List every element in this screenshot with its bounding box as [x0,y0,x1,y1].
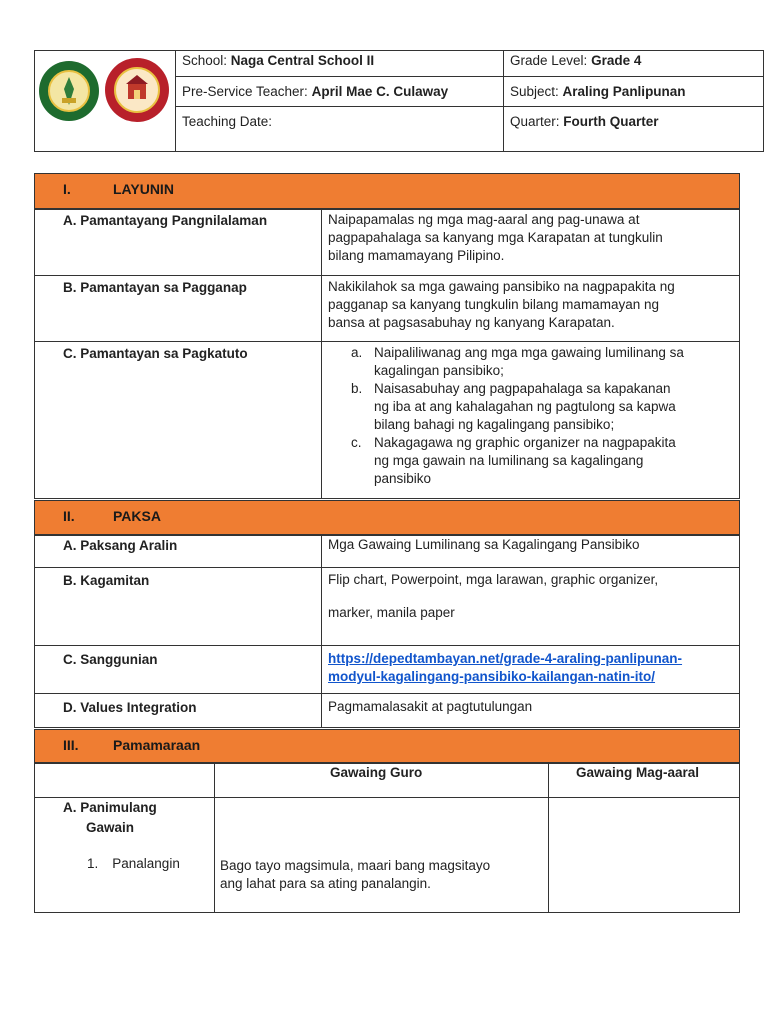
kagamitan-text-1: Flip chart, Powerpoint, mga larawan, graphic organizer, [328,572,659,587]
pamantayang-pangnilalaman-text: Naipapamalas ng mga mag-aaral ang pag-unawa at pagpapahalaga sa kanyang mga Karapatan at tungkulin bilang mamamayang Pilipino. [328,212,663,263]
kagamitan-text-2: marker, manila paper [328,605,455,620]
paksa-row-divider-1 [34,567,740,568]
college-seal-logo [104,57,170,123]
section-layunin-header: I. LAYUNIN [34,173,740,209]
sanggunian-label: C. Sanggunian [63,652,158,667]
pamantayang-pangnilalaman-label: A. Pamantayang Pangnilalaman [63,213,268,228]
section-pamamaraan-header: III. Pamamaraan [34,729,740,763]
teacher-field: Pre-Service Teacher: April Mae C. Culaway [182,84,449,99]
paksa-row-divider-3 [34,693,740,694]
pamantayan-pagganap-text: Nakikilahok sa mga gawaing pansibiko na nagpapakita ng pagganap sa kanyang tungkulin bilang mamamayan ng bansa at pagsasabuhay ng kanyang Karapatan. [328,279,675,330]
layunin-row-divider-2 [34,341,740,342]
layunin-row-divider-1 [34,275,740,276]
quarter-field: Quarter: Fourth Quarter [510,114,659,129]
pamantayan-pagkatuto-label: C. Pamantayan sa Pagkatuto [63,346,248,361]
layunin-col-divider [321,209,322,499]
header-divider-row1 [175,76,764,77]
guro-panalangin-text: Bago tayo magsimula, maari bang magsitayo ang lahat para sa ating panalangin. [220,858,491,891]
paksang-aralin-text: Mga Gawaing Lumilinang sa Kagalingang Pansibiko [328,537,640,552]
pagkatuto-list: a. Naipaliliwanag ang mga mga gawaing lumilinang sa kagalingan pansibiko; b. Naisasabuhay ang pagpapahalaga sa kapakanan ng iba at ang kahalagahan ng pagtulong sa kapwa bilang bahagi ng kagalingang pansibiko; c. Nakagagawa ng graphic organizer na nagpapakita ng mga gawain na lumilinang sa kagalingang pansibiko [351,345,684,486]
pamamaraan-col-divider-2 [548,763,549,913]
values-integration-label: D. Values Integration [63,700,197,715]
gawaing-mag-aaral-header: Gawaing Mag-aaral [576,765,700,780]
kagamitan-label: B. Kagamitan [63,573,150,588]
sanggunian-link[interactable]: https://depedtambayan.net/grade-4-araling-panlipunan- modyul-kagalingang-pansibiko-kailangan-natin-ito/ [328,651,683,684]
pamamaraan-col-divider-1 [214,763,215,913]
section-paksa-header: II. PAKSA [34,500,740,535]
header-divider-logo [175,50,176,152]
values-integration-text: Pagmamalasakit at pagtutulungan [328,699,533,714]
paksang-aralin-label: A. Paksang Aralin [63,538,178,553]
pamantayan-pagganap-label: B. Pamantayan sa Pagganap [63,280,247,295]
grade-level-field: Grade Level: Grade 4 [510,53,642,68]
subject-field: Subject: Araling Panlipunan [510,84,686,99]
school-field: School: Naga Central School II [182,53,375,68]
gawaing-guro-header: Gawaing Guro [330,765,423,780]
header-divider-mid [503,50,504,152]
pamamaraan-row-divider [34,797,740,798]
header-divider-row2 [175,106,764,107]
teaching-date-field: Teaching Date: [182,114,273,129]
panalangin-item: 1. Panalangin [87,856,180,871]
paksa-row-divider-2 [34,645,740,646]
paksa-col-divider [321,535,322,728]
school-seal-logo [38,60,100,122]
panimulang-gawain-label: A. Panimulang Gawain [63,800,157,835]
